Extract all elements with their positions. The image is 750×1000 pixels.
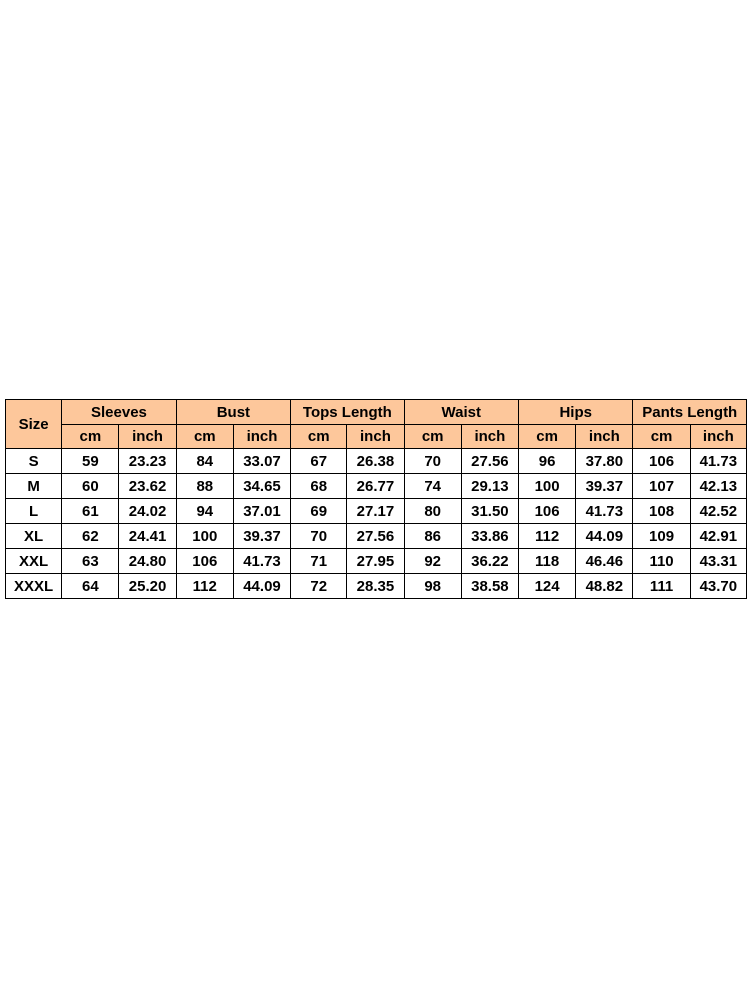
measurement-cell: 106 [519,499,576,524]
measurement-cell: 64 [62,574,119,599]
measurement-cell: 37.01 [233,499,290,524]
measurement-cell: 27.17 [347,499,404,524]
measurement-cell: 72 [291,574,347,599]
hips-header: Hips [519,400,633,425]
measurement-cell: 41.73 [690,449,746,474]
size-cell: S [6,449,62,474]
size-cell: L [6,499,62,524]
tops-length-header: Tops Length [291,400,404,425]
measurement-cell: 70 [291,524,347,549]
measurement-cell: 27.56 [461,449,518,474]
measurement-cell: 80 [404,499,461,524]
waist-header: Waist [404,400,518,425]
measurement-cell: 48.82 [576,574,633,599]
measurement-cell: 106 [176,549,233,574]
measurement-cell: 42.13 [690,474,746,499]
measurement-cell: 70 [404,449,461,474]
measurement-cell: 107 [633,474,690,499]
table-row [6,499,747,524]
unit-cm: cm [404,425,461,449]
measurement-cell: 59 [62,449,119,474]
measurement-cell: 39.37 [233,524,290,549]
unit-cm: cm [62,425,119,449]
unit-inch: inch [461,425,518,449]
measurement-cell: 24.80 [119,549,176,574]
measurement-cell: 24.02 [119,499,176,524]
measurement-cell: 60 [62,474,119,499]
measurement-cell: 96 [519,449,576,474]
size-chart [5,399,747,599]
header-group-row [6,400,747,425]
measurement-cell: 111 [633,574,690,599]
measurement-cell: 23.23 [119,449,176,474]
table-row [6,574,747,599]
measurement-cell: 71 [291,549,347,574]
measurement-cell: 68 [291,474,347,499]
unit-cm: cm [519,425,576,449]
unit-cm: cm [633,425,690,449]
measurement-cell: 24.41 [119,524,176,549]
measurement-cell: 25.20 [119,574,176,599]
sleeves-header: Sleeves [62,400,176,425]
measurement-cell: 37.80 [576,449,633,474]
measurement-cell: 110 [633,549,690,574]
measurement-cell: 67 [291,449,347,474]
measurement-cell: 43.70 [690,574,746,599]
measurement-cell: 43.31 [690,549,746,574]
pants-length-header: Pants Length [633,400,747,425]
measurement-cell: 46.46 [576,549,633,574]
measurement-cell: 44.09 [233,574,290,599]
measurement-cell: 44.09 [576,524,633,549]
size-cell: XL [6,524,62,549]
bust-header: Bust [176,400,290,425]
size-cell: XXL [6,549,62,574]
measurement-cell: 61 [62,499,119,524]
measurement-cell: 33.86 [461,524,518,549]
measurement-cell: 27.95 [347,549,404,574]
table-row [6,474,747,499]
measurement-cell: 42.52 [690,499,746,524]
size-column-header: Size [6,400,62,449]
measurement-cell: 27.56 [347,524,404,549]
size-table [5,399,747,599]
table-row [6,524,747,549]
measurement-cell: 106 [633,449,690,474]
unit-inch: inch [690,425,746,449]
measurement-cell: 29.13 [461,474,518,499]
size-cell: XXXL [6,574,62,599]
measurement-cell: 98 [404,574,461,599]
measurement-cell: 84 [176,449,233,474]
header-unit-row [6,425,747,449]
measurement-cell: 112 [519,524,576,549]
measurement-cell: 39.37 [576,474,633,499]
measurement-cell: 63 [62,549,119,574]
table-row [6,549,747,574]
measurement-cell: 112 [176,574,233,599]
measurement-cell: 28.35 [347,574,404,599]
table-body [6,449,747,599]
measurement-cell: 36.22 [461,549,518,574]
measurement-cell: 88 [176,474,233,499]
measurement-cell: 38.58 [461,574,518,599]
measurement-cell: 118 [519,549,576,574]
measurement-cell: 26.77 [347,474,404,499]
unit-inch: inch [347,425,404,449]
measurement-cell: 42.91 [690,524,746,549]
measurement-cell: 100 [519,474,576,499]
unit-cm: cm [291,425,347,449]
measurement-cell: 26.38 [347,449,404,474]
unit-cm: cm [176,425,233,449]
measurement-cell: 33.07 [233,449,290,474]
measurement-cell: 86 [404,524,461,549]
size-cell: M [6,474,62,499]
measurement-cell: 108 [633,499,690,524]
measurement-cell: 109 [633,524,690,549]
table-row [6,449,747,474]
measurement-cell: 94 [176,499,233,524]
measurement-cell: 41.73 [576,499,633,524]
measurement-cell: 74 [404,474,461,499]
unit-inch: inch [576,425,633,449]
measurement-cell: 62 [62,524,119,549]
measurement-cell: 23.62 [119,474,176,499]
measurement-cell: 100 [176,524,233,549]
unit-inch: inch [233,425,290,449]
measurement-cell: 34.65 [233,474,290,499]
unit-inch: inch [119,425,176,449]
measurement-cell: 31.50 [461,499,518,524]
measurement-cell: 41.73 [233,549,290,574]
measurement-cell: 69 [291,499,347,524]
measurement-cell: 124 [519,574,576,599]
measurement-cell: 92 [404,549,461,574]
